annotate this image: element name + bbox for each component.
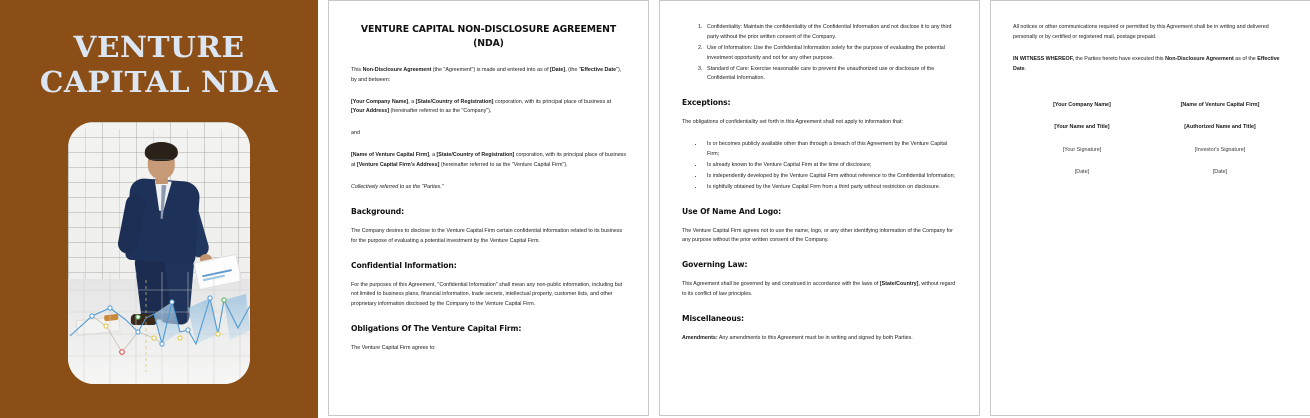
list-item: • Is or becomes publicly available other than through a breach of this Agreement by the Venture Capital Firm; [704,140,957,160]
document-page-3 [659,0,980,416]
company-name-placeholder: [Your Company Name] [1053,101,1111,108]
list-item: 1. Confidentiality: Maintain the confidentiality of the Confidential Information and not disclose it to any third party without the prior written consent of the Company. [704,23,957,43]
use-of-name-body: The Venture Capital Firm agrees not to use the name, logo, or any other identifying information of the Company for any purpose without the prior written consent of the Company. [682,227,953,244]
agreement-title-line-2: (NDA) [473,38,504,50]
vc-firm-name-placeholder: [Name of Venture Capital Firm] [1180,101,1260,108]
amendments-paragraph [682,334,957,344]
heading-miscellaneous: Miscellaneous: [682,314,744,323]
document-page-4 [990,0,1310,416]
agreement-title-line-1: VENTURE CAPITAL NON-DISCLOSURE AGREEMENT [360,24,617,35]
party-vc-paragraph: [Name of Venture Capital Firm], a [State/Country of Registration] corporation, with its principal place of business at [Venture Capital Firm's Address] (hereinafter referred to as the "Venture Capital Firm"). [351,152,627,169]
company-date-line[interactable]: [Date] [1074,169,1090,176]
investor-date-line[interactable]: [Date] [1212,169,1228,176]
witness-label: IN WITNESS WHEREOF, [1013,55,1074,62]
heading-exceptions: Exceptions: [682,98,731,108]
signature-column-investor [1151,101,1289,192]
heading-use-of-name-and-logo: Use Of Name And Logo: [682,206,782,216]
notices-paragraph: All notices or other communications required or permitted by this Agreement shall be in writing and delivered personally or by certified or registered mail, postage prepaid. [1013,24,1269,40]
agreement-title [351,23,626,52]
cover-chart-overlay [68,272,250,384]
witness-effective-date: Effective Date [1013,55,1280,72]
background-body: The Company desires to disclose to the Venture Capital Firm certain confidential information related to its business for the purpose of evaluating a potential investment by the Venture Capital Firm. [351,227,623,244]
confidential-information-body: For the purposes of this Agreement, "Confidential Information" shall mean any non-public information, including but not limited to business plans, financial information, trade secrets, intellectual property, customer lists, and other proprietary information disclosed by the Company to the Venture Capital Firm. [351,281,623,308]
cover-title: VENTURE CAPITAL NDA [39,30,279,100]
document-page-2 [328,0,649,416]
list-item: 3. Standard of Care: Exercise reasonable care to prevent the unauthorized use or disclosure of the Confidential Information. [704,65,957,85]
obligations-list [682,23,957,84]
amendments-body: Any amendments to this Agreement must be in writing and signed by both Parties. [717,335,913,341]
heading-obligations: Obligations Of The Venture Capital Firm: [351,324,522,334]
heading-background: Background: [351,206,405,216]
witness-text-1: the Parties hereto have executed this [1073,55,1166,62]
witness-text-3: as of the [1233,55,1258,62]
company-signature-line[interactable]: [Your Signature] [1062,146,1102,153]
signature-column-company [1013,101,1151,192]
amendments-label: Amendments: [682,335,718,341]
exceptions-list [682,140,957,192]
company-signer-title: [Your Name and Title] [1054,124,1110,131]
heading-governing-law [682,260,957,269]
investor-signature-line[interactable]: [Investor's Signature] [1194,146,1246,153]
intro-paragraph: This Non-Disclosure Agreement (the "Agreement") is made and entered into as of [Date], (the "Effective Date"), by and between: [351,66,622,83]
vc-signer-title: [Authorized Name and Title] [1184,124,1256,131]
witness-paragraph [1013,55,1289,75]
party-company-paragraph: [Your Company Name], a [State/Country of Registration] corporation, with its principal place of business at [Your Address] (hereinafter referred to as the "Company"), [351,98,612,115]
list-item: • Is independently developed by the Venture Capital Firm without reference to the Confidential Information; [704,172,957,182]
witness-text-5: . [1024,65,1027,72]
witness-agreement-name: Non-Disclosure Agreement [1165,55,1234,62]
and-connector: and [351,130,360,137]
collectively-parties: Collectively referred to as the "Parties." [351,183,444,190]
cover-page [0,0,318,418]
list-item: • Is already known to the Venture Capital Firm at the time of disclosure; [704,161,957,171]
heading-confidential-information: Confidential Information: [351,260,457,270]
cover-photo [68,122,250,384]
governing-law-label: Governing Law: [682,260,748,270]
signature-block [1013,101,1289,192]
obligations-intro: The Venture Capital Firm agrees to: [351,345,436,352]
list-item: 2. Use of Information: Use the Confidential Information solely for the purpose of evaluating the potential investment opportunity and not for any other purpose. [704,44,957,64]
list-item: • Is rightfully obtained by the Venture Capital Firm from a third party without restriction on disclosure. [704,183,957,193]
exceptions-intro: The obligations of confidentiality set forth in this Agreement shall not apply to information that: [682,119,904,126]
governing-law-body: This Agreement shall be governed by and construed in accordance with the laws of [State/Country], without regard to its conflict of law principles. [682,281,956,298]
